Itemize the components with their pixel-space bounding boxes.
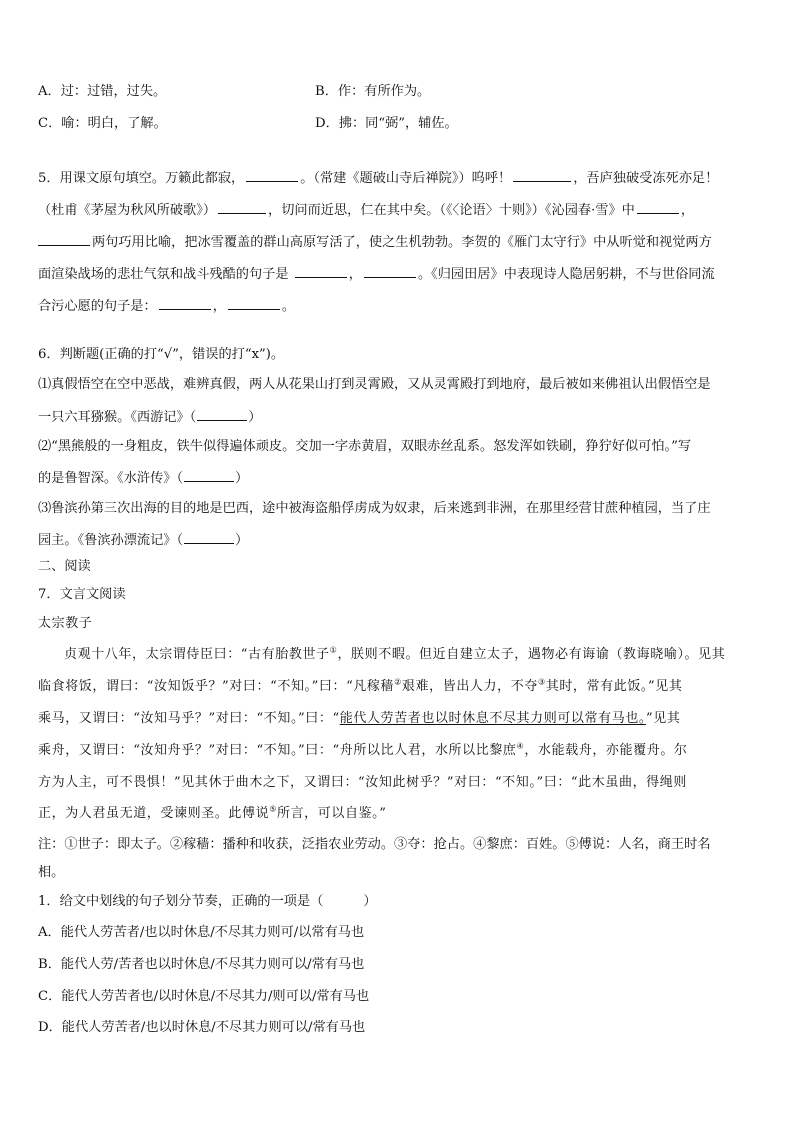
q6-item-3-line-1: ⑶鲁滨孙第三次出海的目的地是巴西，途中被海盗船俘虏成为奴隶，后来逃到非洲，在那里经营甘蔗种植园，当了庄	[38, 501, 711, 516]
passage-line-3	[38, 712, 681, 725]
q5-text: 。	[281, 299, 296, 314]
q6-item-1-line-2	[38, 409, 261, 424]
q5-blank-6[interactable]	[295, 265, 347, 278]
section-heading: 二、阅读	[38, 559, 91, 574]
q5-line-4	[38, 265, 715, 281]
q5-line-3	[38, 233, 712, 249]
q6-title: 6．判断题(正确的打“√”，错误的打“x”)。	[38, 347, 285, 362]
q5-text: ，	[680, 203, 695, 218]
q4-option-d: D．拂：同“弼”，辅佐。	[315, 116, 458, 131]
q4-option-c: C．喻：明白，了解。	[38, 116, 167, 131]
passage-line-2	[38, 677, 683, 694]
q4-option-b: B．作：有所作为。	[315, 84, 431, 99]
q5-line-2	[38, 201, 694, 217]
q5-text: 。《归园田居》中表现诗人隐居躬耕，不与世俗同流	[417, 267, 715, 282]
passage-text: 乘马，又谓曰：“汝知马乎？”对曰：“不知。”曰：“	[38, 711, 340, 726]
note-marker: ①	[329, 645, 338, 655]
q5-text: ，	[212, 299, 226, 314]
subquestion-1-option-b: B．能代人劳/苦者也以时休息/不尽其力则可以/常有马也	[38, 957, 365, 972]
q6-item-3-line-2	[38, 532, 248, 547]
passage-text: 乘舟，又谓曰：“汝知舟乎？”对曰：“不知。”曰：“舟所以比人君，水所以比黎庶	[38, 743, 517, 758]
subquestion-1-stem	[38, 895, 377, 908]
passage-line-5: 方为人主，可不畏惧！”见其休于曲木之下，又谓曰：“汝知此树乎？”对曰：“不知。”曰：“此木虽曲，得绳则	[38, 775, 687, 790]
q6-item-2-line-1: ⑵“黑熊般的一身粗皮，铁牛似得遍体顽皮。交加一字赤黄眉，双眼赤丝乱系。怒发浑如铁刷，狰狞好似可怕。”写	[38, 439, 692, 454]
paren-close: ）	[248, 410, 262, 425]
passage-text: 其时，常有此饭。”见其	[545, 679, 683, 694]
passage-line-4	[38, 741, 688, 758]
note-marker: ⑤	[269, 804, 277, 814]
passage-line-6	[38, 804, 387, 821]
q6-item-1-line-1: ⑴真假悟空在空中恶战，难辨真假，两人从花果山打到灵霄殿，又从灵霄殿打到地府，最后被如来佛祖认出假悟空是	[38, 377, 711, 392]
q4-option-a: A．过：过错，过失。	[38, 84, 167, 99]
passage-text: ，水能载舟，亦能覆舟。尔	[524, 743, 688, 758]
passage-text: 正，为人君虽无道，受谏则圣。此傅说	[38, 806, 270, 821]
q5-text: 两句巧用比喻，把冰雪覆盖的群山高原写活了，使之生机勃勃。李贺的《雁门太守行》中从听觉和视觉两方	[92, 235, 712, 250]
q5-blank-7[interactable]	[364, 265, 416, 278]
q5-text: 5．用课文原句填空。万籁此都寂，	[38, 171, 245, 186]
notes-line-2: 相。	[38, 865, 65, 880]
paren-close: ）	[235, 533, 249, 548]
passage-text: ，朕则不暇。但近自建立太子，遇物必有诲谕（教诲晓喻）。见其	[337, 647, 726, 662]
q5-text: ，	[348, 267, 362, 282]
passage-text: 所言，可以自鉴。”	[276, 806, 387, 821]
q6-answer-blank-1[interactable]	[197, 409, 247, 421]
q5-blank-4[interactable]	[637, 201, 679, 214]
q5-line-1	[38, 169, 718, 185]
q6-answer-blank-3[interactable]	[184, 532, 234, 544]
paren-open: （	[176, 533, 184, 548]
passage-text: 贞观十八年，太宗谓侍臣曰：“古有胎教世子	[64, 647, 330, 662]
q5-blank-8[interactable]	[159, 297, 211, 310]
passage-text: ”见其	[646, 711, 681, 726]
note-marker: ②	[394, 677, 402, 687]
q5-text: 面渲染战场的悲壮气氛和战斗残酷的句子是	[38, 267, 289, 282]
subquestion-1-option-c: C．能代人劳苦者也/以时休息/不尽其力/则可以/常有马也	[38, 989, 370, 1004]
paren-open: （	[176, 471, 184, 486]
q6-answer-blank-2[interactable]	[184, 470, 234, 482]
passage-title: 太宗教子	[38, 616, 93, 631]
q6-item-text: 的是鲁智深。《水浒传》	[38, 471, 177, 486]
q5-text: 合污心愿的句子是：	[38, 299, 157, 314]
q5-text: ，吾庐独破受冻死亦足！	[573, 171, 719, 186]
q5-text: （杜甫《茅屋为秋风所破歌》）	[38, 203, 217, 218]
q5-blank-2[interactable]	[513, 169, 571, 182]
paren-close: ）	[235, 471, 249, 486]
q7-title: 7．文言文阅读	[38, 587, 126, 602]
underlined-sentence: 能代人劳苦者也以时休息不尽其力则可以常有马也。	[339, 711, 647, 726]
passage-text: 临食将饭，谓曰：“汝知饭乎？”对曰：“不知。”曰：“凡稼穑	[38, 679, 395, 694]
paren-open: （	[189, 410, 197, 425]
subquestion-1-option-a: A．能代人劳苦者/也以时休息/不尽其力则可/以常有马也	[38, 925, 365, 940]
q6-item-2-line-2	[38, 470, 248, 485]
q6-item-text: 一只六耳猕猴。《西游记》	[38, 410, 190, 425]
note-marker: ④	[516, 741, 525, 751]
q5-blank-1[interactable]	[246, 169, 298, 182]
passage-text: 艰难，皆出人力，不夺	[401, 679, 538, 694]
notes-line-1: 注：①世子：即太子。②稼穑：播种和收获，泛指农业劳动。③夺：抢占。④黎庶：百姓。⑤傅说：人名，商王时名	[38, 837, 711, 852]
passage-line-1	[64, 645, 726, 662]
note-marker: ③	[537, 677, 546, 687]
q5-blank-3[interactable]	[218, 201, 266, 214]
q5-text: 。（常建《题破山寺后禅院》）呜呼！	[300, 171, 512, 186]
subquestion-1-option-d: D．能代人劳苦者/也以时休息/不尽其力则可以/常有马也	[38, 1020, 366, 1035]
q5-text: ，切问而近思，仁在其中矣。（《〈论语〉十则》）《沁园春·雪》中	[268, 203, 635, 218]
q6-item-text: 园主。《鲁滨孙漂流记》	[38, 533, 177, 548]
q5-blank-5[interactable]	[38, 233, 90, 246]
q5-line-5	[38, 297, 295, 313]
q5-blank-9[interactable]	[228, 297, 280, 310]
subquestion-text: ）	[363, 894, 377, 909]
subquestion-text: 1．给文中划线的句子划分节奏，正确的一项是（	[38, 894, 324, 909]
